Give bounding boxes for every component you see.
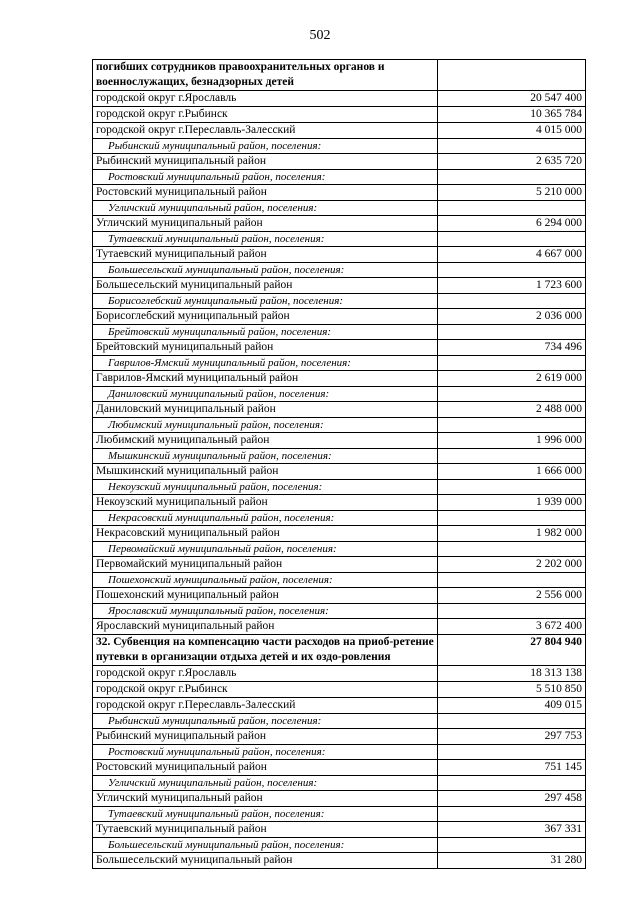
row-name-cell: городской округ г.Рыбинск: [93, 107, 438, 123]
section-header-row: [93, 60, 586, 91]
row-amount-cell: [438, 449, 586, 464]
row-name-cell: Большесельский муниципальный район, поселения:: [93, 263, 438, 278]
row-name-cell: Любимский муниципальный район, поселения:: [93, 418, 438, 433]
row-amount-cell: [438, 604, 586, 619]
row-name-cell: Первомайский муниципальный район, поселения:: [93, 542, 438, 557]
row-amount-cell: 4 015 000: [438, 123, 586, 139]
row-name-cell: городской округ г.Переславль-Залесский: [93, 123, 438, 139]
row-amount-cell: 4 667 000: [438, 247, 586, 263]
row-name-cell: Брейтовский муниципальный район: [93, 340, 438, 356]
section-header-row: [93, 635, 586, 666]
subheader-row: [93, 573, 586, 588]
subheader-row: [93, 542, 586, 557]
table-row: [93, 309, 586, 325]
row-name-cell: Рыбинский муниципальный район: [93, 729, 438, 745]
row-amount-cell: 18 313 138: [438, 666, 586, 682]
row-name-cell: Большесельский муниципальный район: [93, 853, 438, 869]
row-amount-cell: [438, 232, 586, 247]
row-amount-cell: 1 723 600: [438, 278, 586, 294]
row-amount-cell: 1 996 000: [438, 433, 586, 449]
row-amount-cell: 2 619 000: [438, 371, 586, 387]
table-row: [93, 464, 586, 480]
subheader-row: [93, 714, 586, 729]
subheader-row: [93, 232, 586, 247]
table-row: [93, 371, 586, 387]
table-row: [93, 216, 586, 232]
row-amount-cell: 5 210 000: [438, 185, 586, 201]
row-name-cell: городской округ г.Рыбинск: [93, 682, 438, 698]
row-name-cell: погибших сотрудников правоохранительных органов и военнослужащих, безнадзорных детей: [93, 60, 438, 91]
row-name-cell: Пошехонский муниципальный район: [93, 588, 438, 604]
row-amount-cell: 20 547 400: [438, 91, 586, 107]
row-amount-cell: [438, 263, 586, 278]
row-amount-cell: [438, 294, 586, 309]
row-amount-cell: 10 365 784: [438, 107, 586, 123]
row-name-cell: Тутаевский муниципальный район: [93, 822, 438, 838]
row-name-cell: Некрасовский муниципальный район, поселения:: [93, 511, 438, 526]
page-number: 502: [309, 28, 331, 43]
row-amount-cell: 2 488 000: [438, 402, 586, 418]
row-amount-cell: [438, 807, 586, 822]
table-row: [93, 278, 586, 294]
row-name-cell: Первомайский муниципальный район: [93, 557, 438, 573]
row-name-cell: Тутаевский муниципальный район, поселения:: [93, 807, 438, 822]
budget-table: [92, 59, 586, 869]
row-name-cell: Брейтовский муниципальный район, поселения:: [93, 325, 438, 340]
row-name-cell: Угличский муниципальный район: [93, 216, 438, 232]
row-amount-cell: [438, 325, 586, 340]
row-name-cell: Ростовский муниципальный район: [93, 760, 438, 776]
row-amount-cell: 2 635 720: [438, 154, 586, 170]
subheader-row: [93, 139, 586, 154]
table-row: [93, 185, 586, 201]
row-name-cell: Ростовский муниципальный район, поселения:: [93, 170, 438, 185]
row-amount-cell: [438, 139, 586, 154]
row-name-cell: Некрасовский муниципальный район: [93, 526, 438, 542]
table-row: [93, 682, 586, 698]
row-amount-cell: 2 202 000: [438, 557, 586, 573]
subheader-row: [93, 511, 586, 526]
subheader-row: [93, 170, 586, 185]
row-amount-cell: [438, 418, 586, 433]
table-row: [93, 107, 586, 123]
table-row: [93, 666, 586, 682]
row-amount-cell: 1 666 000: [438, 464, 586, 480]
row-name-cell: Ростовский муниципальный район, поселения:: [93, 745, 438, 760]
row-name-cell: Любимский муниципальный район: [93, 433, 438, 449]
row-name-cell: Угличский муниципальный район, поселения:: [93, 201, 438, 216]
subheader-row: [93, 449, 586, 464]
table-row: [93, 495, 586, 511]
table-row: [93, 853, 586, 869]
subheader-row: [93, 480, 586, 495]
row-amount-cell: 2 556 000: [438, 588, 586, 604]
subheader-row: [93, 325, 586, 340]
row-name-cell: Борисоглебский муниципальный район: [93, 309, 438, 325]
row-name-cell: Угличский муниципальный район: [93, 791, 438, 807]
row-name-cell: Некоузский муниципальный район, поселения:: [93, 480, 438, 495]
row-amount-cell: [438, 201, 586, 216]
row-amount-cell: 367 331: [438, 822, 586, 838]
table-row: [93, 340, 586, 356]
table-row: [93, 729, 586, 745]
table-row: [93, 247, 586, 263]
table-row: [93, 433, 586, 449]
table-row: [93, 402, 586, 418]
row-amount-cell: 297 753: [438, 729, 586, 745]
row-amount-cell: 751 145: [438, 760, 586, 776]
row-name-cell: 32. Субвенция на компенсацию части расходов на приоб-ретение путевки в организации отдыха детей и их оздо-ровления: [93, 635, 438, 666]
subheader-row: [93, 838, 586, 853]
row-name-cell: Даниловский муниципальный район: [93, 402, 438, 418]
row-name-cell: Мышкинский муниципальный район, поселения:: [93, 449, 438, 464]
row-name-cell: Рыбинский муниципальный район, поселения:: [93, 139, 438, 154]
row-amount-cell: [438, 776, 586, 791]
row-amount-cell: 1 982 000: [438, 526, 586, 542]
subheader-row: [93, 807, 586, 822]
row-amount-cell: [438, 573, 586, 588]
table-row: [93, 154, 586, 170]
row-amount-cell: 2 036 000: [438, 309, 586, 325]
row-name-cell: Угличский муниципальный район, поселения:: [93, 776, 438, 791]
row-name-cell: Тутаевский муниципальный район, поселения:: [93, 232, 438, 247]
row-name-cell: Гаврилов-Ямский муниципальный район, поселения:: [93, 356, 438, 371]
row-name-cell: Борисоглебский муниципальный район, поселения:: [93, 294, 438, 309]
row-amount-cell: [438, 356, 586, 371]
row-amount-cell: 3 672 400: [438, 619, 586, 635]
table-row: [93, 791, 586, 807]
table-row: [93, 91, 586, 107]
row-amount-cell: 6 294 000: [438, 216, 586, 232]
subheader-row: [93, 745, 586, 760]
row-amount-cell: [438, 387, 586, 402]
row-name-cell: Рыбинский муниципальный район: [93, 154, 438, 170]
row-amount-cell: [438, 714, 586, 729]
row-name-cell: Мышкинский муниципальный район: [93, 464, 438, 480]
row-name-cell: городской округ г.Ярославль: [93, 91, 438, 107]
subheader-row: [93, 418, 586, 433]
row-name-cell: Ярославский муниципальный район: [93, 619, 438, 635]
table-row: [93, 822, 586, 838]
subheader-row: [93, 294, 586, 309]
row-name-cell: Даниловский муниципальный район, поселения:: [93, 387, 438, 402]
row-name-cell: городской округ г.Ярославль: [93, 666, 438, 682]
row-name-cell: Тутаевский муниципальный район: [93, 247, 438, 263]
table-row: [93, 123, 586, 139]
table-row: [93, 526, 586, 542]
table-row: [93, 760, 586, 776]
subheader-row: [93, 263, 586, 278]
row-amount-cell: [438, 542, 586, 557]
row-amount-cell: 5 510 850: [438, 682, 586, 698]
subheader-row: [93, 356, 586, 371]
row-amount-cell: [438, 480, 586, 495]
row-amount-cell: 27 804 940: [438, 635, 586, 666]
row-name-cell: Гаврилов-Ямский муниципальный район: [93, 371, 438, 387]
row-name-cell: Рыбинский муниципальный район, поселения:: [93, 714, 438, 729]
row-name-cell: городской округ г.Переславль-Залесский: [93, 698, 438, 714]
row-amount-cell: 297 458: [438, 791, 586, 807]
row-amount-cell: 31 280: [438, 853, 586, 869]
subheader-row: [93, 201, 586, 216]
table-row: [93, 698, 586, 714]
row-amount-cell: [438, 511, 586, 526]
row-amount-cell: 409 015: [438, 698, 586, 714]
row-name-cell: Ярославский муниципальный район, поселения:: [93, 604, 438, 619]
row-amount-cell: 1 939 000: [438, 495, 586, 511]
subheader-row: [93, 604, 586, 619]
table-row: [93, 557, 586, 573]
row-name-cell: Пошехонский муниципальный район, поселения:: [93, 573, 438, 588]
row-name-cell: Большесельский муниципальный район: [93, 278, 438, 294]
table-row: [93, 619, 586, 635]
table-row: [93, 588, 586, 604]
row-amount-cell: [438, 745, 586, 760]
budget-table-body: [93, 60, 586, 869]
row-amount-cell: 734 496: [438, 340, 586, 356]
row-name-cell: Ростовский муниципальный район: [93, 185, 438, 201]
row-amount-cell: [438, 838, 586, 853]
row-amount-cell: [438, 170, 586, 185]
row-amount-cell: [438, 60, 586, 91]
subheader-row: [93, 387, 586, 402]
row-name-cell: Некоузский муниципальный район: [93, 495, 438, 511]
subheader-row: [93, 776, 586, 791]
row-name-cell: Большесельский муниципальный район, поселения:: [93, 838, 438, 853]
